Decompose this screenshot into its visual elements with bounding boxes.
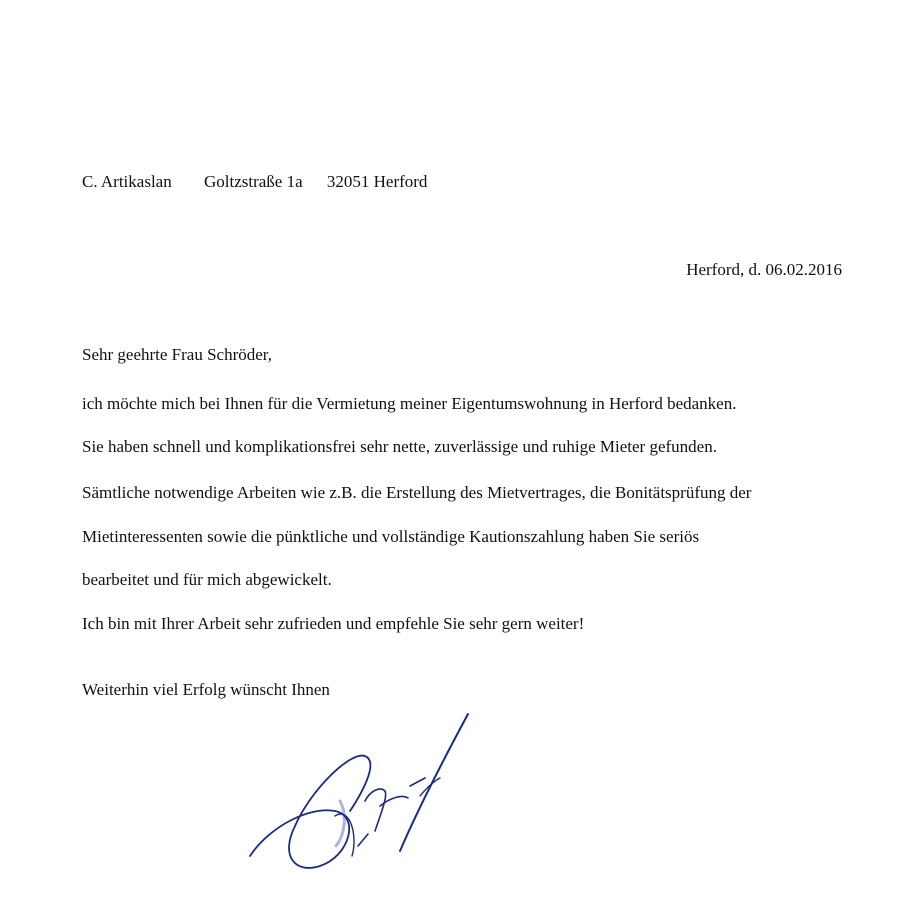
body-line: Mietinteressenten sowie die pünktliche und vollständige Kautionszahlung haben Sie seriös	[82, 527, 700, 546]
body-line: ich möchte mich bei Ihnen für die Vermietung meiner Eigentumswohnung in Herford bedanken.	[82, 394, 737, 413]
sender-name: C. Artikaslan	[82, 172, 172, 191]
body-line: Ich bin mit Ihrer Arbeit sehr zufrieden und empfehle Sie sehr gern weiter!	[82, 614, 585, 633]
sender-street: Goltzstraße 1a	[203, 172, 303, 191]
closing: Weiterhin viel Erfolg wünscht Ihnen	[82, 680, 330, 699]
salutation: Sehr geehrte Frau Schröder,	[82, 345, 273, 364]
body-line: Sie haben schnell und komplikationsfrei sehr nette, zuverlässige und ruhige Mieter gefunden.	[82, 437, 717, 456]
body-line: bearbeitet und für mich abgewickelt.	[82, 570, 332, 589]
signature-icon	[240, 706, 480, 876]
sender-address	[82, 172, 427, 192]
sender-city: 32051 Herford	[326, 172, 428, 191]
body-line: Sämtliche notwendige Arbeiten wie z.B. die Erstellung des Mietvertrages, die Bonitätsprüfung der	[82, 483, 752, 502]
letter-date: Herford, d. 06.02.2016	[686, 260, 842, 279]
